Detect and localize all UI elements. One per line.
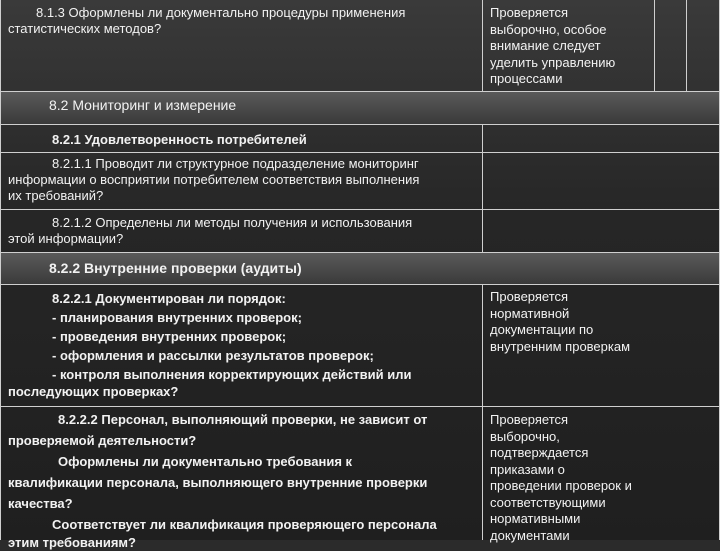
note-text: Проверяется выборочно, особое внимание следует уделить управлению процессами	[490, 5, 616, 86]
section-header	[0, 92, 720, 125]
section-title: 8.2.2 Внутренние проверки (аудиты)	[49, 260, 302, 276]
question-text: этим требованиям?	[8, 535, 136, 550]
note-cell	[483, 125, 720, 153]
question-text: их требований?	[8, 188, 104, 203]
question-text: квалификации персонала, выполняющего внутренние проверки	[8, 475, 428, 490]
question-text: 8.1.3 Оформлены ли документально процедуры применения	[36, 5, 406, 20]
question-text: проверяемой деятельности?	[8, 433, 197, 448]
section-title: 8.2 Мониторинг и измерение	[49, 97, 237, 113]
section-header	[0, 253, 720, 285]
note-text: Проверяется нормативной документации по внутренним проверкам	[490, 289, 631, 354]
check-cell[interactable]	[655, 0, 687, 92]
note-cell	[483, 210, 720, 253]
question-text: 8.2.2.2 Персонал, выполняющий проверки, не зависит от	[58, 412, 428, 427]
table-row	[0, 125, 720, 153]
table-row	[0, 210, 720, 253]
question-text: 8.2.1.1 Проводит ли структурное подразделение мониторинг	[52, 156, 419, 171]
note-cell	[483, 153, 720, 210]
note-text: Проверяется выборочно, подтверждается приказами о проведении проверок и соответствующими нормативными документами	[490, 412, 632, 543]
question-text: Соответствует ли квалификация проверяющего персонала	[52, 517, 437, 532]
table-row	[0, 153, 720, 210]
subsection-title: 8.2.1 Удовлетворенность потребителей	[52, 132, 307, 147]
question-text: качества?	[8, 496, 73, 511]
question-text: 8.2.1.2 Определены ли методы получения и использования	[52, 215, 413, 230]
table-row	[0, 407, 720, 550]
table-row	[0, 0, 720, 92]
question-text: 8.2.2.1 Документирован ли порядок: - планирования внутренних проверок; - проведения внутренних проверок; - оформления и рассылки результатов проверок; - контроля выполнения корректирующих действий или	[52, 291, 412, 382]
question-text: Оформлены ли документально требования к	[58, 454, 353, 469]
question-text: последующих проверках?	[8, 384, 179, 399]
question-text: информации о восприятии потребителем соответствия выполнения	[8, 172, 420, 187]
table-row	[0, 285, 720, 407]
question-text: этой информации?	[8, 231, 124, 246]
question-text: статистических методов?	[8, 21, 162, 36]
check-cell[interactable]	[687, 0, 720, 92]
